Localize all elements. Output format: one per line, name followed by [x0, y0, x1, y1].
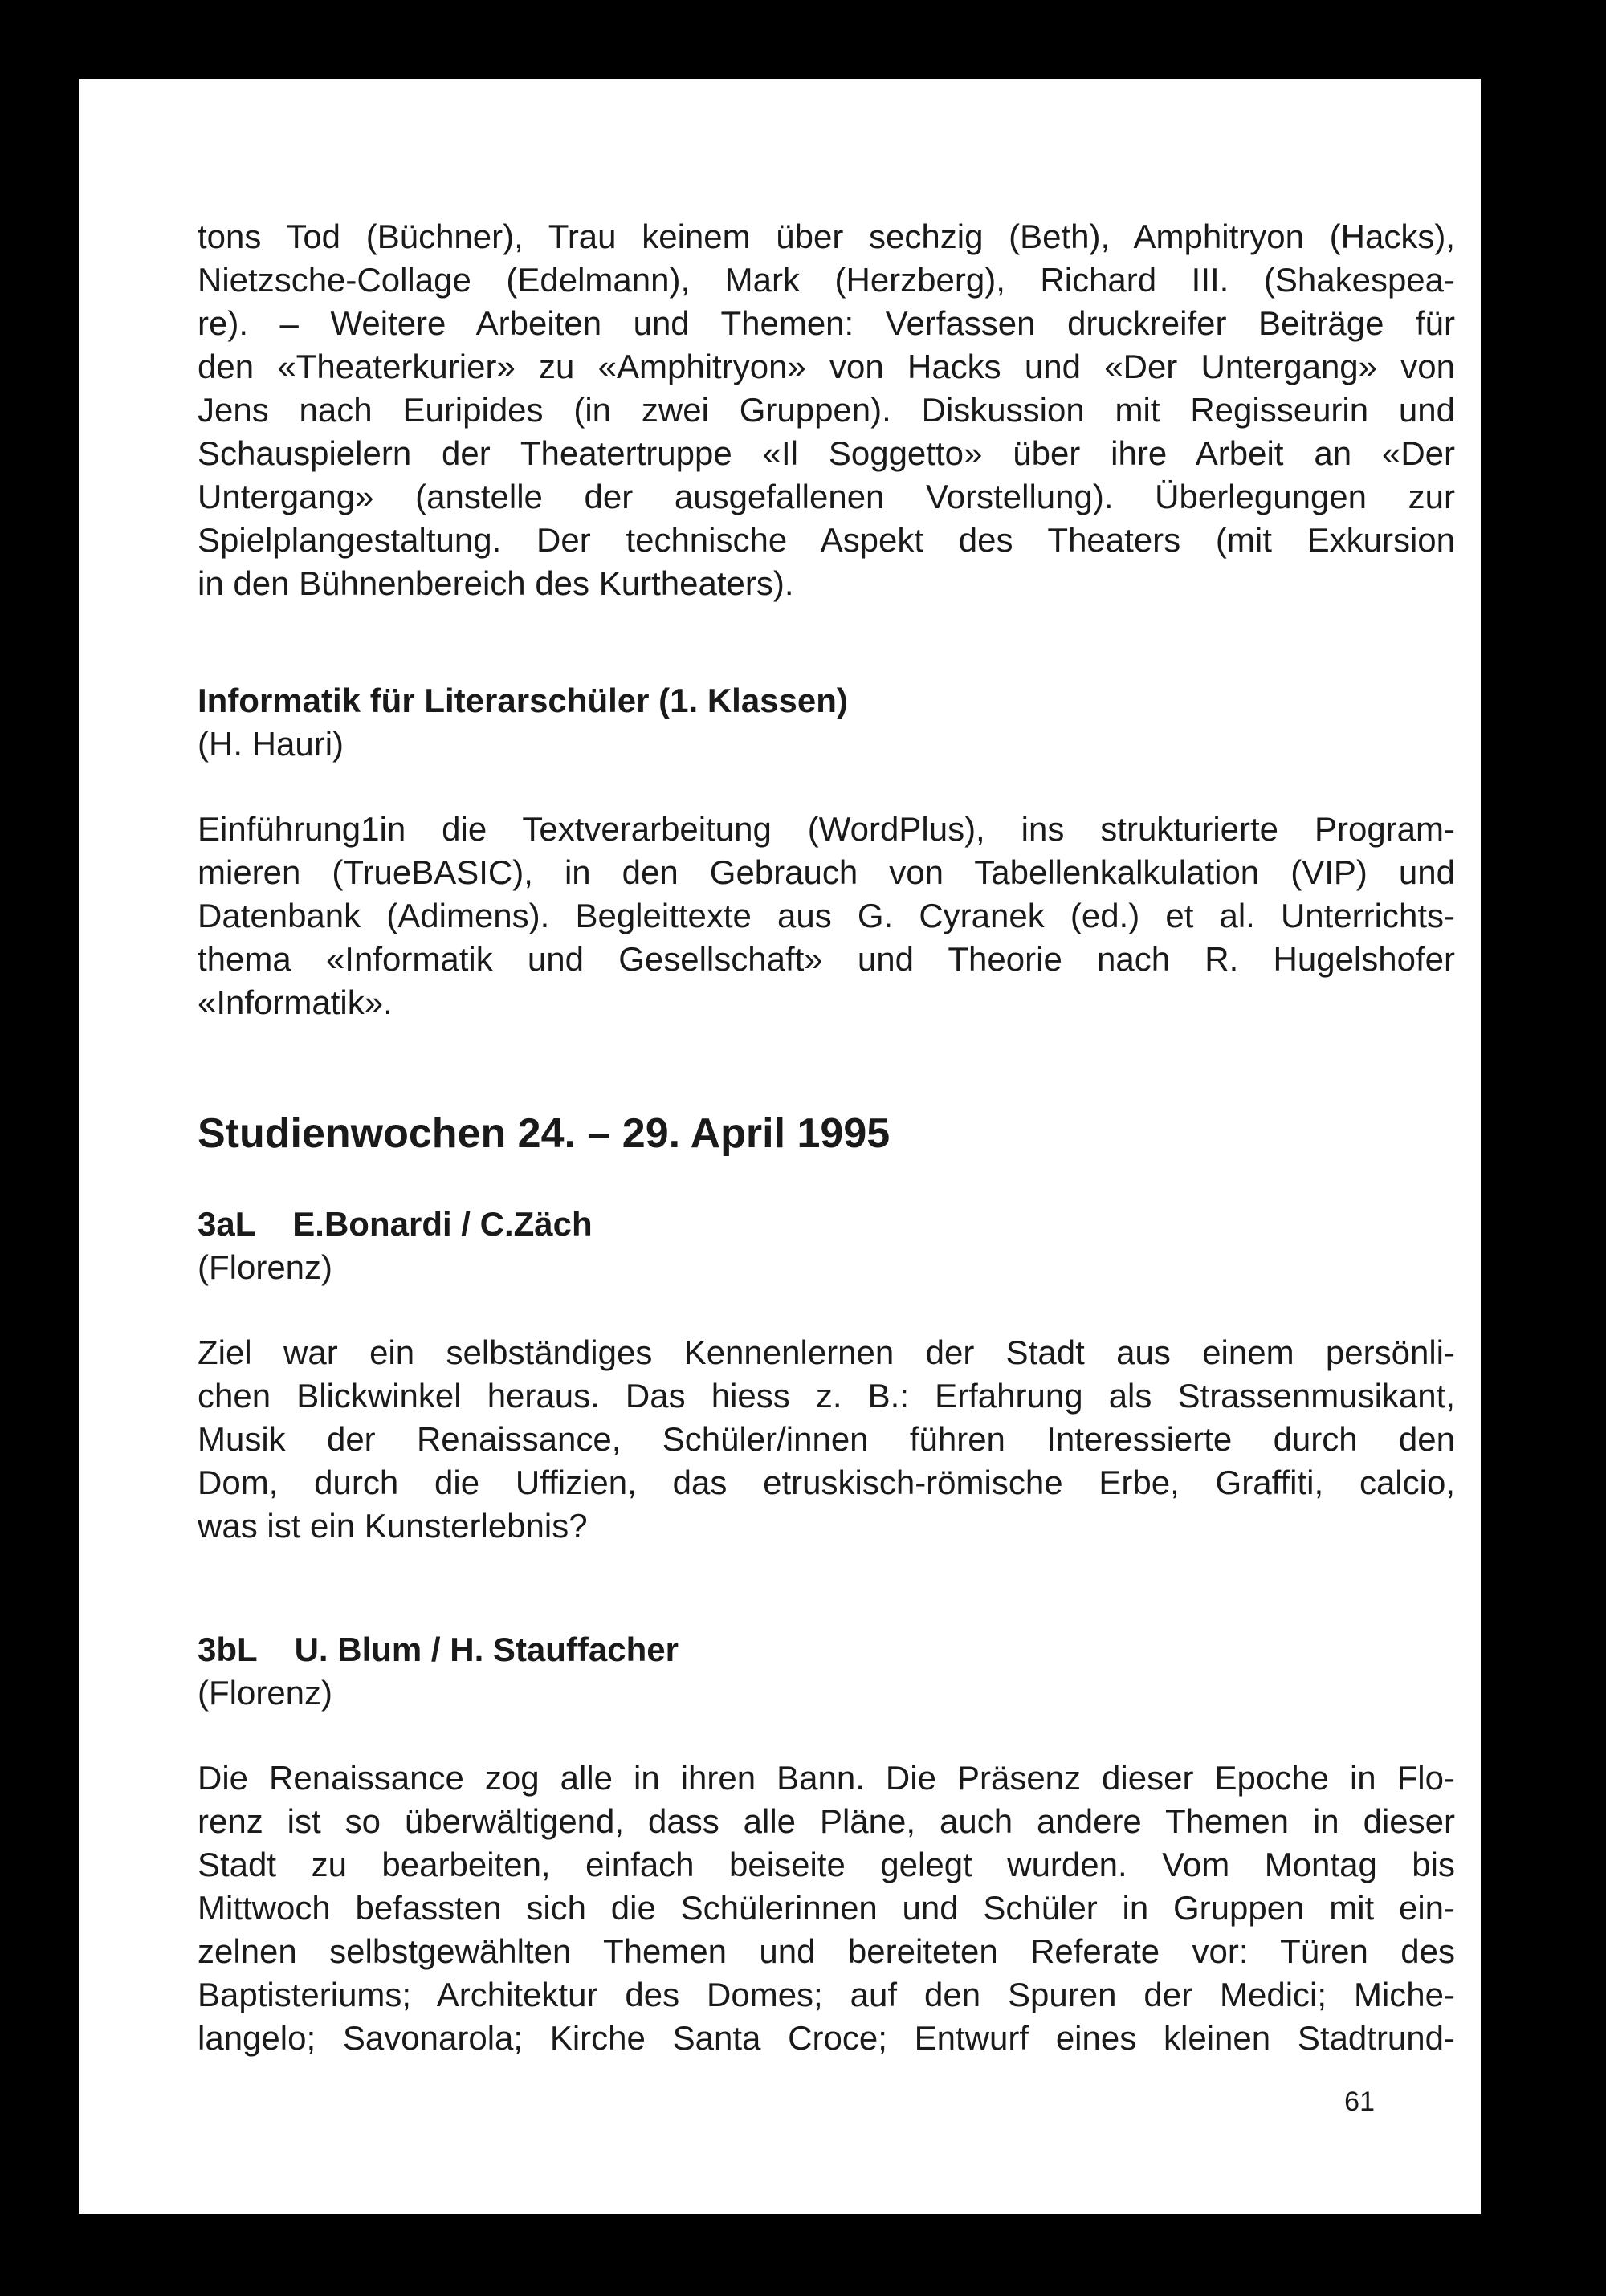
- paragraph-line: tons Tod (Büchner), Trau keinem über sechzig (Beth), Amphitryon (Hacks),: [198, 218, 1455, 255]
- paragraph-line: langelo; Savonarola; Kirche Santa Croce; Entwurf eines kleinen Stadtrund-: [198, 2019, 1455, 2057]
- informatik-heading: Informatik für Literarschüler (1. Klassen): [198, 682, 848, 719]
- paragraph-line: Einführung1in die Textverarbeitung (WordPlus), ins strukturierte Program-: [198, 810, 1455, 848]
- paragraph-line: re). – Weitere Arbeiten und Themen: Verfassen druckreifer Beiträge für: [198, 304, 1455, 342]
- class-3bl-heading: 3bL U. Blum / H. Stauffacher: [198, 1630, 679, 1668]
- paragraph-line: zelnen selbstgewählten Themen und bereiteten Referate vor: Türen des: [198, 1932, 1455, 1970]
- studienwochen-heading: Studienwochen 24. – 29. April 1995: [198, 1110, 891, 1157]
- informatik-paragraph: [198, 808, 1455, 1024]
- paragraph-line: Spielplangestaltung. Der technische Aspekt des Theaters (mit Exkursion: [198, 521, 1455, 559]
- paragraph-line: Untergang» (anstelle der ausgefallenen Vorstellung). Überlegungen zur: [198, 478, 1455, 515]
- paragraph-line: Baptisteriums; Architektur des Domes; auf den Spuren der Medici; Miche-: [198, 1976, 1455, 2013]
- paragraph-line: den «Theaterkurier» zu «Amphitryon» von Hacks und «Der Untergang» von: [198, 348, 1455, 385]
- class-3al-heading: 3aL E.Bonardi / C.Zäch: [198, 1205, 593, 1243]
- paragraph-line: Schauspielern der Theatertruppe «Il Soggetto» über ihre Arbeit an «Der: [198, 434, 1455, 472]
- paragraph-line: was ist ein Kunsterlebnis?: [198, 1507, 588, 1545]
- paragraph-line: Stadt zu bearbeiten, einfach beiseite gelegt wurden. Vom Montag bis: [198, 1846, 1455, 1883]
- paragraph-line: Die Renaissance zog alle in ihren Bann. Die Präsenz dieser Epoche in Flo-: [198, 1759, 1455, 1797]
- document-page: [79, 79, 1481, 2214]
- class-3bl-location: (Florenz): [198, 1674, 333, 1712]
- paragraph-line: Datenbank (Adimens). Begleittexte aus G. Cyranek (ed.) et al. Unterrichts-: [198, 897, 1455, 934]
- paragraph-line: Nietzsche-Collage (Edelmann), Mark (Herzberg), Richard III. (Shakespea-: [198, 261, 1455, 299]
- paragraph-line: in den Bühnenbereich des Kurtheaters).: [198, 564, 794, 602]
- paragraph-line: Jens nach Euripides (in zwei Gruppen). Diskussion mit Regisseurin und: [198, 391, 1455, 429]
- paragraph-line: Ziel war ein selbständiges Kennenlernen der Stadt aus einem persönli-: [198, 1333, 1455, 1371]
- class-3bl-paragraph: [198, 1757, 1455, 2060]
- class-3al-location: (Florenz): [198, 1248, 333, 1286]
- paragraph-line: Dom, durch die Uffizien, das etruskisch-römische Erbe, Graffiti, calcio,: [198, 1463, 1455, 1501]
- class-3al-paragraph: [198, 1331, 1455, 1548]
- paragraph-line: Musik der Renaissance, Schüler/innen führen Interessierte durch den: [198, 1420, 1455, 1458]
- paragraph-line: mieren (TrueBASIC), in den Gebrauch von Tabellenkalkulation (VIP) und: [198, 853, 1455, 891]
- paragraph-line: «Informatik».: [198, 983, 393, 1021]
- paragraph-line: Mittwoch befassten sich die Schülerinnen und Schüler in Gruppen mit ein-: [198, 1889, 1455, 1927]
- page-number: 61: [1344, 2086, 1375, 2117]
- intro-paragraph: [198, 215, 1455, 605]
- paragraph-line: chen Blickwinkel heraus. Das hiess z. B.: Erfahrung als Strassenmusikant,: [198, 1377, 1455, 1415]
- paragraph-line: thema «Informatik und Gesellschaft» und Theorie nach R. Hugelshofer: [198, 940, 1455, 978]
- paragraph-line: renz ist so überwältigend, dass alle Pläne, auch andere Themen in dieser: [198, 1802, 1455, 1840]
- informatik-teacher: (H. Hauri): [198, 725, 344, 763]
